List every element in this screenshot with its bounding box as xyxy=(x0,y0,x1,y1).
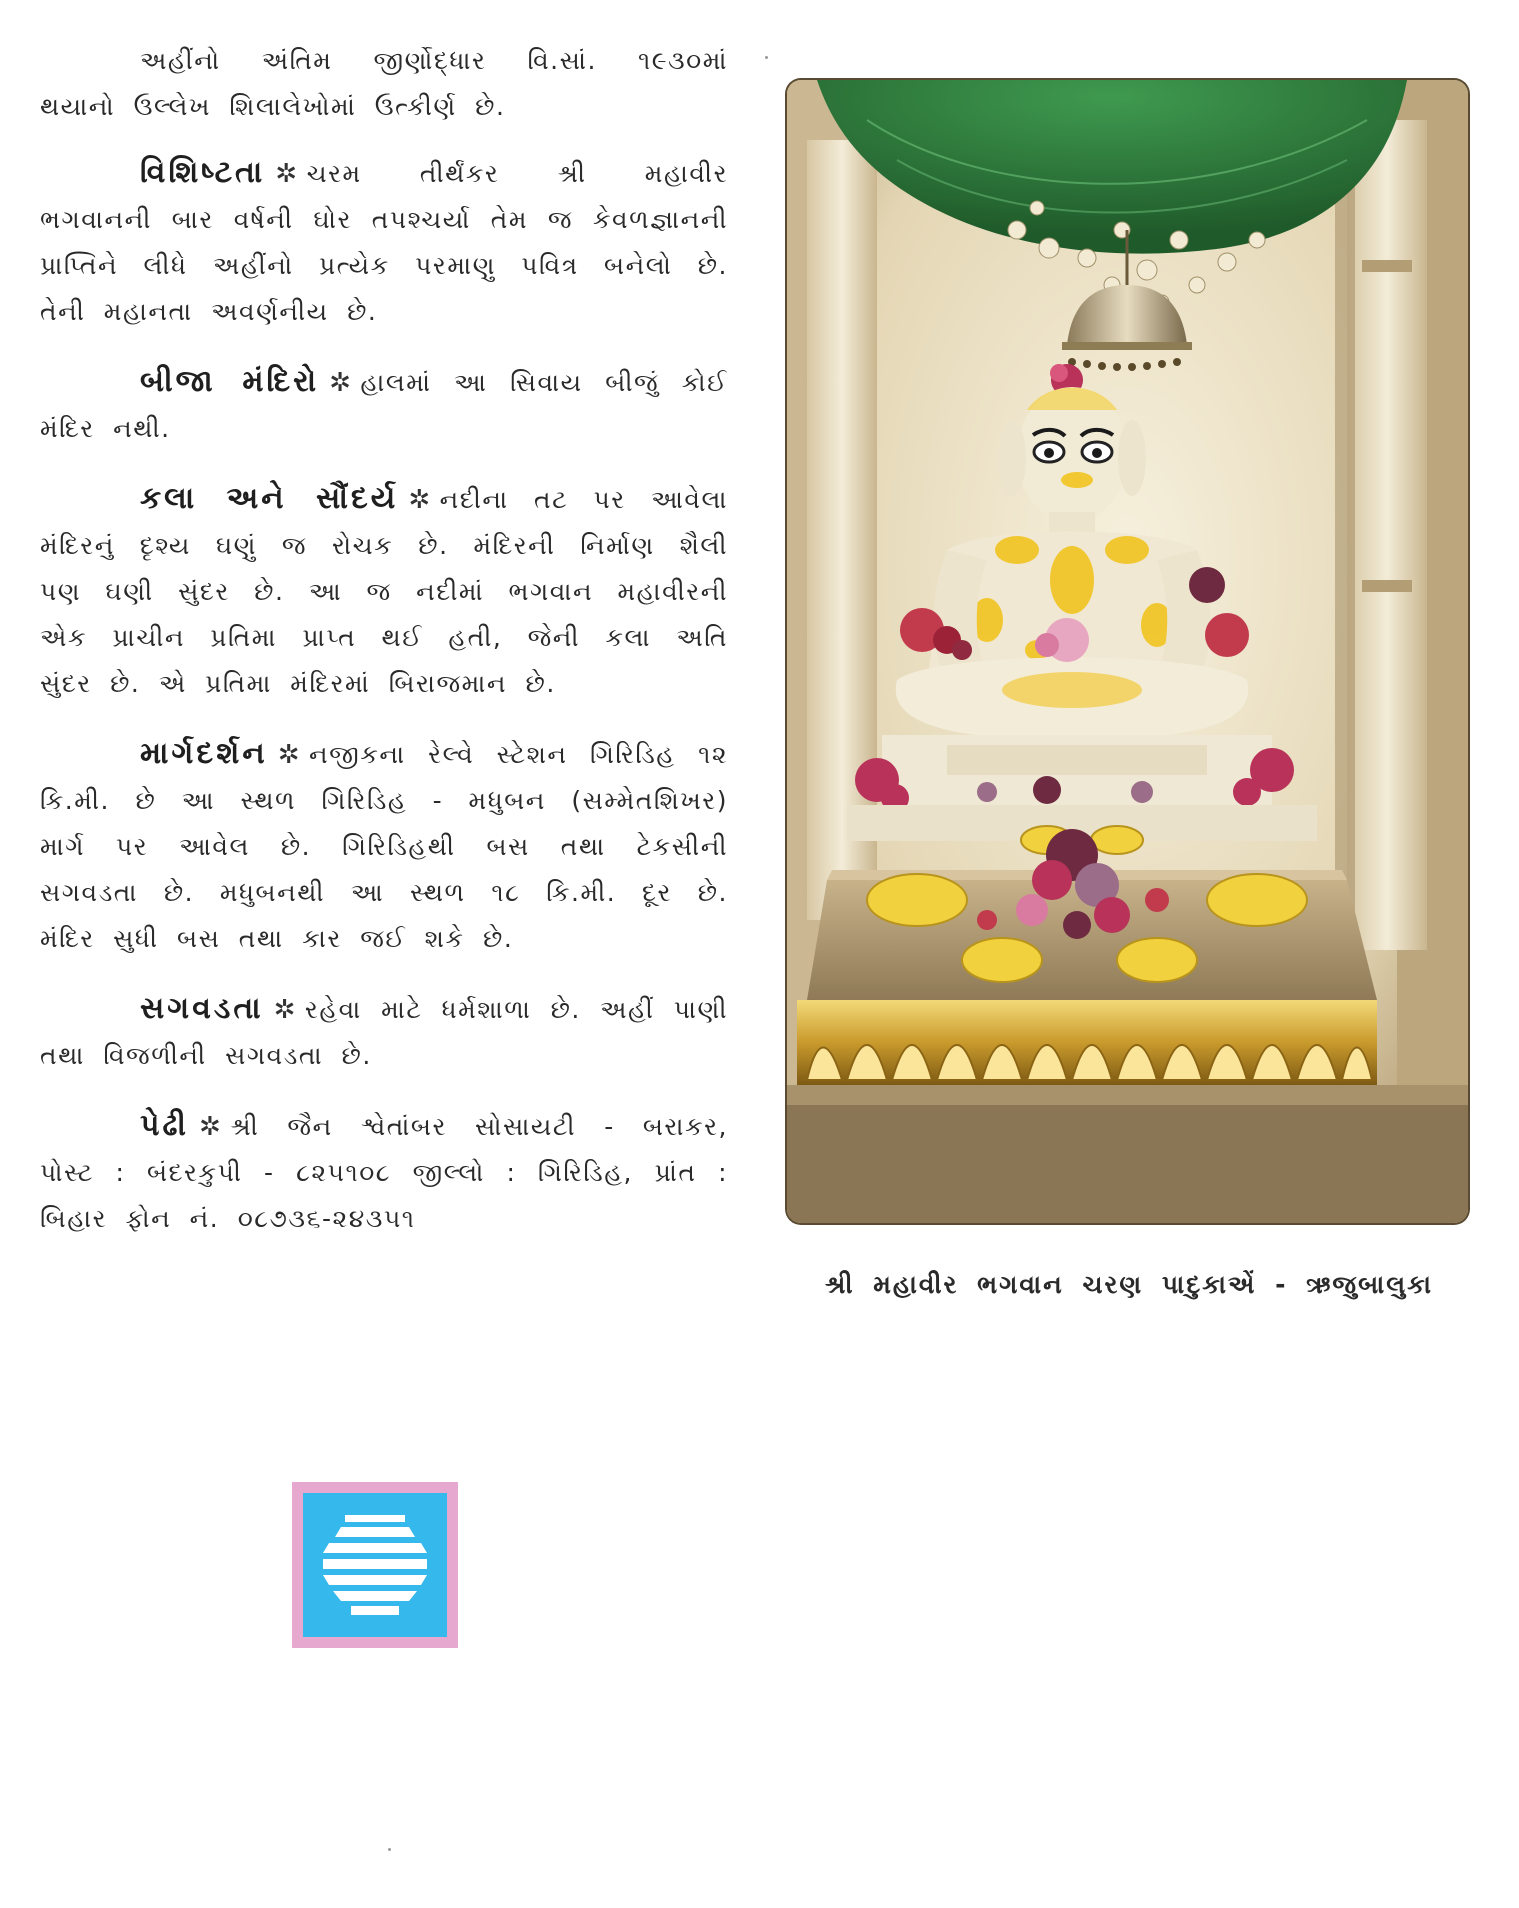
asterisk-icon: ✲ xyxy=(198,1112,223,1142)
section-vishishtata xyxy=(40,150,728,335)
section-other-temples xyxy=(40,359,728,452)
kalash-pot-icon xyxy=(292,1482,458,1648)
section-body: રહેવા માટે ધર્મશાળા છે. અહીં પાણી તથા વિજળીની સગવડતા છે. xyxy=(40,995,728,1070)
scan-speck xyxy=(388,1848,391,1851)
asterisk-icon: ✲ xyxy=(408,485,432,515)
asterisk-icon: ✲ xyxy=(273,995,297,1025)
section-body: ચરમ તીર્થંકર શ્રી મહાવીર ભગવાનની બાર વર્ષની ઘોર તપશ્ચર્યા તેમ જ કેવળજ્ઞાનની પ્રાપ્તિને લીધે અહીંનો પ્રત્યેક પરમાણુ પવિત્ર બનેલો છે. તેની મહાનતા અવર્ણનીય છે. xyxy=(40,159,728,326)
section-directions xyxy=(40,731,728,962)
text-column xyxy=(40,38,728,1266)
section-body: નજીકના રેલ્વે સ્ટેશન ગિરિડિહ ૧૨ કિ.મી. છે આ સ્થળ ગિરિડિહ - મધુબન (સમ્મેતશિખર) માર્ગ પર આવેલ છે. ગિરિડિહથી બસ તથા ટેકસીની સગવડતા છે. મધુબનથી આ સ્થળ ૧૮ કિ.મી. દૂર છે. મંદિર સુધી બસ તથા કાર જઈ શકે છે. xyxy=(40,740,728,953)
section-heading: માર્ગદર્શન xyxy=(140,736,268,771)
section-trust-office xyxy=(40,1103,728,1242)
asterisk-icon: ✲ xyxy=(329,368,353,398)
section-body: હાલમાં આ સિવાય બીજું કોઈ મંદિર નથી. xyxy=(40,368,728,443)
section-heading: કલા અને સૌંદર્ય xyxy=(140,481,399,516)
scan-speck xyxy=(765,56,768,59)
section-facilities xyxy=(40,986,728,1079)
section-heading: બીજા મંદિરો xyxy=(140,364,320,399)
section-heading: સગવડતા xyxy=(140,991,264,1026)
temple-idol-photo xyxy=(787,80,1468,1223)
section-heading: પેઢી xyxy=(140,1108,189,1143)
section-body: નદીના તટ પર આવેલા મંદિરનું દૃશ્ય ઘણું જ રોચક છે. મંદિરની નિર્માણ શૈલી પણ ઘણી સુંદર છે. આ જ નદીમાં ભગવાન મહાવીરની એક પ્રાચીન પ્રતિમા પ્રાપ્ત થઈ હતી, જેની કલા અતિ સુંદર છે. એ પ્રતિમા મંદિરમાં બિરાજમાન છે. xyxy=(40,485,728,698)
intro-paragraph xyxy=(40,38,728,130)
section-art-beauty xyxy=(40,476,728,707)
asterisk-icon: ✲ xyxy=(277,740,301,770)
intro-text: અહીંનો અંતિમ જીર્ણોદ્ધાર વિ.સાં. ૧૯૩૦માં થયાનો ઉલ્લેખ શિલાલેખોમાં ઉત્કીર્ણ છે. xyxy=(40,46,728,121)
section-heading: વિશિષ્ટતા xyxy=(140,155,266,190)
logo-background xyxy=(303,1493,447,1637)
asterisk-icon: ✲ xyxy=(275,159,299,189)
photo-caption: શ્રી મહાવીર ભગવાન ચરણ પાદુકાએં - ઋજુબાલુકા xyxy=(825,1270,1433,1299)
section-body: શ્રી જૈન શ્વેતાંબર સોસાયટી - બરાકર, પોસ્ટ : બંદરકુપી - ૮૨૫૧૦૮ જીલ્લો : ગિરિડિહ, પ્રાંત : બિહાર ફોન નં. ૦૮૭૩૬-૨૪૩૫૧ xyxy=(40,1112,728,1233)
